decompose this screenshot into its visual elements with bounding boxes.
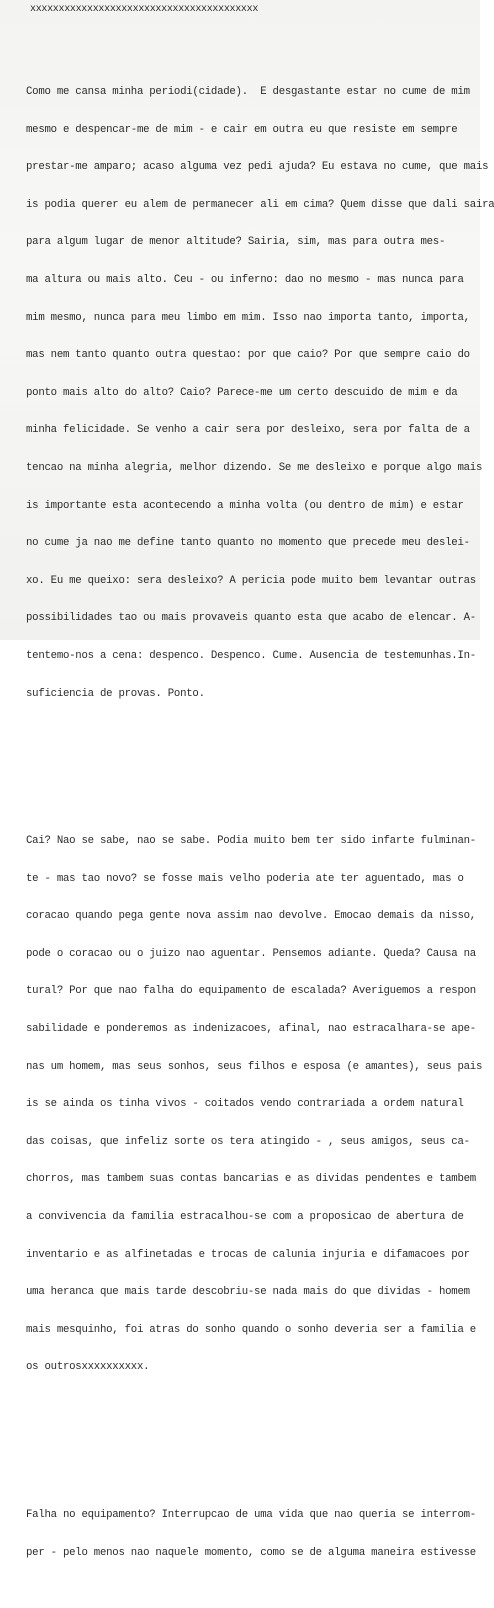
text-line: mesmo e despencar-me de mim - e cair em outra eu que resiste em sempre [26, 123, 458, 136]
text-line: per - pelo menos nao naquele momento, como se de alguma maneira estivesse [26, 1546, 476, 1559]
text-line: os outrosxxxxxxxxxx. [26, 1361, 150, 1374]
text-line: coracao quando pega gente nova assim nao devolve. Emocao demais da nisso, [26, 910, 476, 923]
text-line: a convivencia da familia estracalhou-se com a proposicao de abertura de [26, 1211, 464, 1224]
text-line: das coisas, que infeliz sorte os tera atingido - , seus amigos, seus ca- [26, 1135, 470, 1148]
paragraph-3 [26, 1485, 476, 1584]
text-line: Como me cansa minha periodi(cidade). E desgastante estar no cume de mim [26, 86, 470, 98]
text-line: possibilidades tao ou mais provaveis quanto esta que acabo de elencar. A- [26, 612, 476, 625]
text-line: mais mesquinho, foi atras do sonho quando o sonho deveria ser a familia e [26, 1323, 476, 1336]
text-line: suficiencia de provas. Ponto. [26, 687, 205, 700]
text-line: xo. Eu me queixo: sera desleixo? A pericia pode muito bem levantar outras [26, 574, 476, 587]
text-line: chorros, mas tambem suas contas bancarias e as dividas pendentes e tambem [26, 1173, 476, 1186]
typed-text-block [26, 38, 494, 1608]
text-line: mim mesmo, nunca para meu limbo em mim. Isso nao importa tanto, importa, [26, 311, 470, 324]
text-line: is importante esta acontecendo a minha volta (ou dentro de mim) e estar [26, 499, 464, 512]
text-line: tural? Por que nao falha do equipamento de escalada? Averiguemos a respon [26, 985, 476, 998]
text-line: no cume ja nao me define tanto quanto no momento que precede meu deslei- [26, 537, 470, 550]
text-line: minha felicidade. Se venho a cair sera por desleixo, sera por falta de a [26, 424, 470, 437]
text-line: tencao na minha alegria, melhor dizendo. Se me desleixo e porque algo mais [26, 461, 483, 474]
text-line: prestar-me amparo; acaso alguma vez pedi ajuda? Eu estava no cume, que mais [26, 161, 489, 174]
paragraph-2 [26, 811, 483, 1399]
text-line: sabilidade e ponderemos as indenizacoes, afinal, nao estracalhara-se ape- [26, 1023, 476, 1036]
text-line: is podia querer eu alem de permanecer ali em cima? Quem disse que dali saira [26, 198, 494, 211]
text-line: uma heranca que mais tarde descobriu-se nada mais do que dividas - homem [26, 1286, 470, 1299]
struck-out-header: xxxxxxxxxxxxxxxxxxxxxxxxxxxxxxxxxxxxxxxx [30, 4, 259, 15]
text-line: tentemo-nos a cena: despenco. Despenco. Cume. Ausencia de testemunhas.In- [26, 649, 476, 662]
text-line: ponto mais alto do alto? Caio? Parece-me um certo descuido de mim e da [26, 386, 458, 399]
text-line: ma altura ou mais alto. Ceu - ou inferno: dao no mesmo - mas nunca para [26, 273, 464, 286]
text-line: inventario e as alfinetadas e trocas de calunia injuria e difamacoes por [26, 1248, 470, 1261]
text-line: nas um homem, mas seus sonhos, seus filhos e esposa (e amantes), seus pais [26, 1060, 483, 1073]
text-line: para algum lugar de menor altitude? Sairia, sim, mas para outra mes- [26, 236, 446, 249]
text-line: Cai? Nao se sabe, nao se sabe. Podia muito bem ter sido infarte fulminan- [26, 835, 476, 848]
text-line: te - mas tao novo? se fosse mais velho poderia ate ter aguentado, mas o [26, 872, 464, 885]
text-line: mas nem tanto quanto outra questao: por que caio? Por que sempre caio do [26, 349, 470, 362]
text-line: pode o coracao ou o juizo nao aguentar. Pensemos adiante. Queda? Causa na [26, 947, 476, 960]
paragraph-1 [26, 62, 494, 725]
text-line: Falha no equipamento? Interrupcao de uma vida que nao queria se interrom- [26, 1509, 476, 1521]
text-line: is se ainda os tinha vivos - coitados vendo contrariada a ordem natural [26, 1098, 464, 1111]
